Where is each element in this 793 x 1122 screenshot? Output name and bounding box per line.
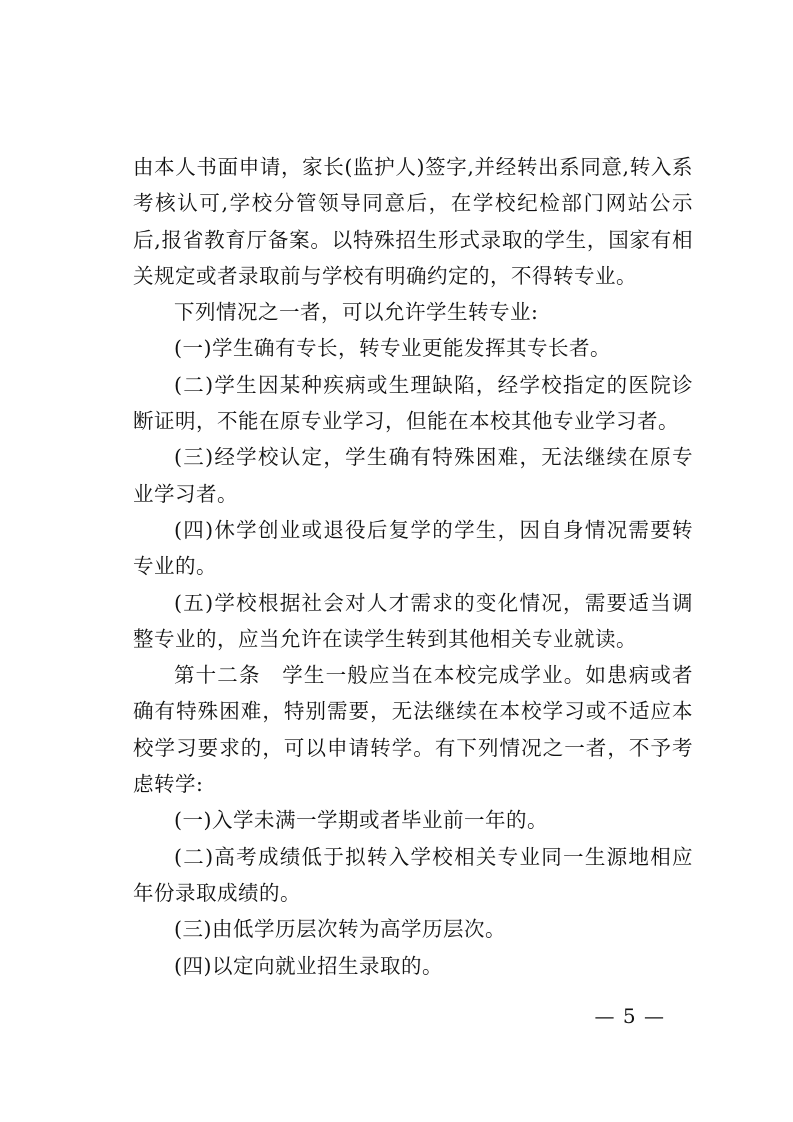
list-item: (二)高考成绩低于拟转入学校相关专业同一生源地相应年份录取成绩的。: [133, 844, 693, 905]
list-item: (二)学生因某种疾病或生理缺陷，经学校指定的医院诊断证明，不能在原专业学习，但能在本校其他专业学习者。: [133, 372, 693, 434]
list-item: (四)休学创业或退役后复学的学生，因自身情况需要转专业的。: [133, 517, 693, 579]
article-paragraph: 第十二条 学生一般应当在本校完成学业。如患病或者确有特殊困难，特别需要，无法继续在本校学习或不适应本校学习要求的，可以申请转学。有下列情况之一者，不予考虑转学:: [133, 663, 693, 797]
list-item: (三)经学校认定，学生确有特殊困难，无法继续在原专业学习者。: [133, 445, 693, 506]
list-item: (一)入学未满一学期或者毕业前一年的。: [174, 808, 548, 833]
paragraph: 由本人书面申请，家长(监护人)签字,并经转出系同意,转入系考核认可,学校分管领导同意后，在学校纪检部门网站公示后,报省教育厅备案。以特殊招生形式录取的学生，国家有相关规定或者录取前与学校有明确约定的，不得转专业。: [133, 155, 693, 288]
list-item: (三)由低学历层次转为高学历层次。: [174, 917, 506, 942]
document-body: [133, 149, 693, 984]
list-item: (四)以定向就业招生录取的。: [174, 953, 443, 978]
page-number: — 5 —: [594, 1004, 665, 1028]
list-item: (五)学校根据社会对人才需求的变化情况，需要适当调整专业的，应当允许在读学生转到其他相关专业就读。: [133, 590, 693, 651]
paragraph: 下列情况之一者，可以允许学生转专业:: [174, 300, 539, 325]
list-item: (一)学生确有专长，转专业更能发挥其专长者。: [174, 336, 611, 361]
